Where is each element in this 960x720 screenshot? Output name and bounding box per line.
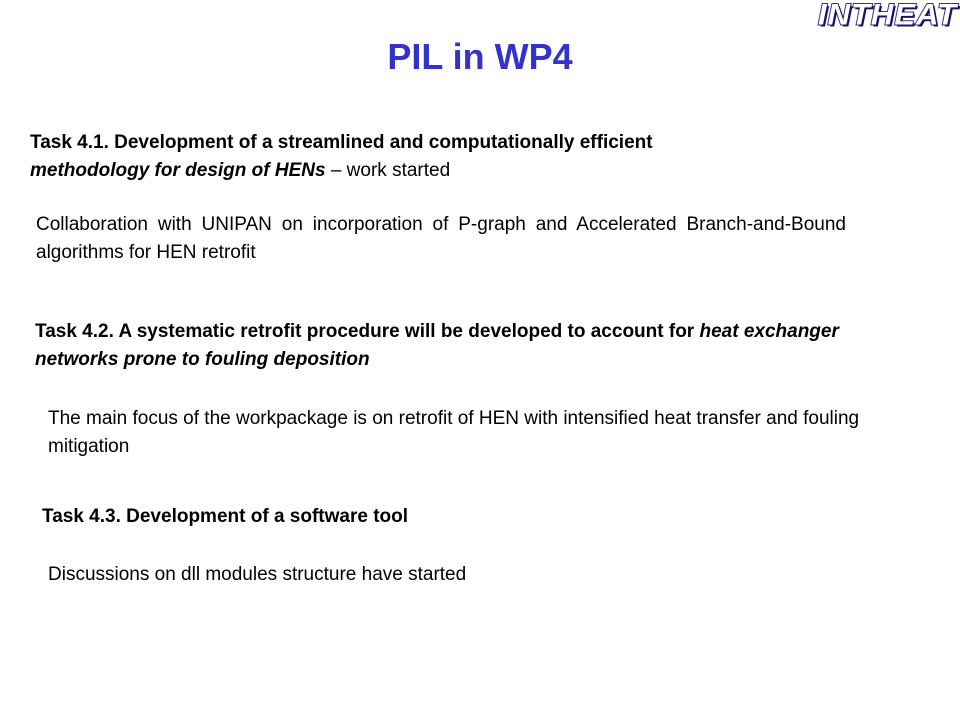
task-4-1-heading-lead: Task 4.1. Development of a streamlined and computationally efficient <box>30 132 653 153</box>
intheat-logo: INTHEAT <box>818 0 958 32</box>
task-4-1-heading-italic: methodology for design of HENs <box>30 160 326 181</box>
task-4-2-body: The main focus of the workpackage is on retrofit of HEN with intensified heat transfer and fouling mitigation <box>48 408 860 457</box>
task-4-3-heading: Task 4.3. Development of a software tool <box>42 506 409 527</box>
task-4-1-heading <box>30 129 830 185</box>
task-4-3-body: Discussions on dll modules structure have started <box>48 564 467 585</box>
task-4-1-body: Collaboration with UNIPAN on incorporation of P-graph and Accelerated Branch-and-Bound algorithms for HEN retrofit <box>36 214 846 263</box>
slide-title: PIL in WP4 <box>387 36 573 77</box>
task-4-1-heading-tail: – work started <box>325 160 451 181</box>
task-4-2-heading <box>35 318 845 374</box>
task-4-2-heading-italic: heat exchanger networks prone to fouling deposition <box>35 321 839 370</box>
task-4-2-heading-lead: Task 4.2. A systematic retrofit procedure will be developed to account for <box>35 321 700 342</box>
